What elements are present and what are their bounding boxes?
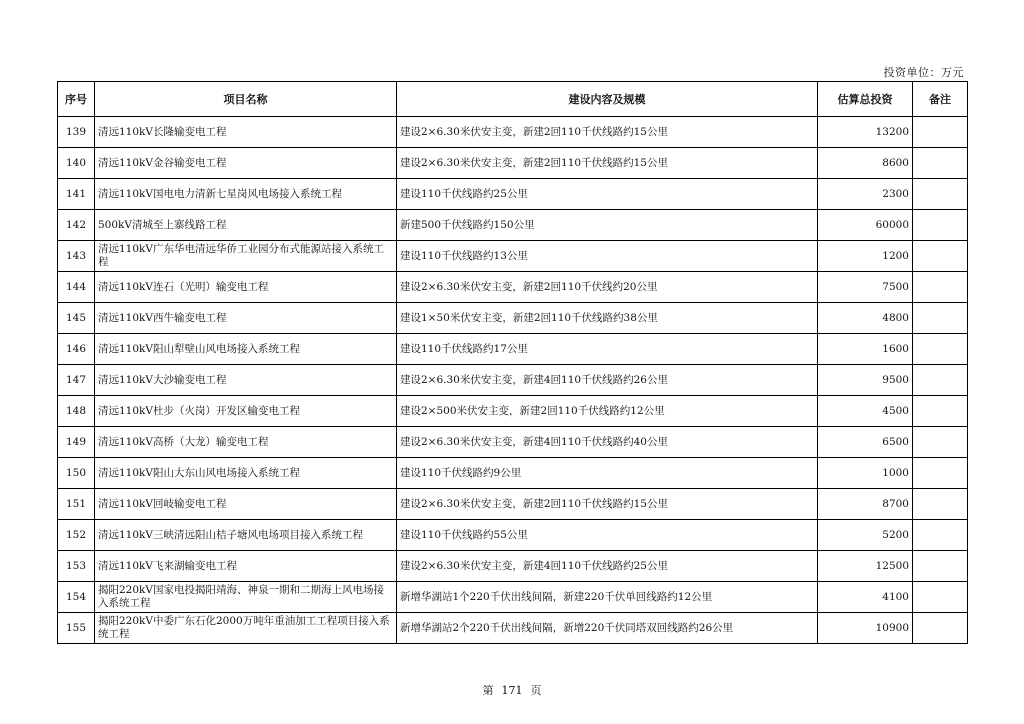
cell-no: 152 xyxy=(58,520,95,551)
header-scope: 建设内容及规模 xyxy=(397,82,818,117)
table-row xyxy=(58,613,968,644)
cell-investment: 4800 xyxy=(818,303,913,334)
table-row xyxy=(58,303,968,334)
table-header-row xyxy=(58,82,968,117)
table-row xyxy=(58,210,968,241)
cell-scope: 建设110千伏线路约13公里 xyxy=(397,241,818,272)
cell-investment: 2300 xyxy=(818,179,913,210)
project-table xyxy=(57,81,968,644)
table-row xyxy=(58,551,968,582)
cell-investment: 13200 xyxy=(818,117,913,148)
cell-remark xyxy=(913,396,968,427)
cell-project-name: 清远110kV金谷输变电工程 xyxy=(95,148,397,179)
cell-no: 148 xyxy=(58,396,95,427)
cell-investment: 10900 xyxy=(818,613,913,644)
cell-no: 141 xyxy=(58,179,95,210)
table-row xyxy=(58,427,968,458)
cell-no: 145 xyxy=(58,303,95,334)
table-row xyxy=(58,272,968,303)
cell-project-name: 清远110kV国电电力清新七星岗风电场接入系统工程 xyxy=(95,179,397,210)
cell-project-name: 清远110kV连石（光明）输变电工程 xyxy=(95,272,397,303)
cell-investment: 5200 xyxy=(818,520,913,551)
cell-no: 149 xyxy=(58,427,95,458)
cell-project-name: 清远110kV阳山犁壁山风电场接入系统工程 xyxy=(95,334,397,365)
cell-investment: 12500 xyxy=(818,551,913,582)
cell-no: 143 xyxy=(58,241,95,272)
cell-remark xyxy=(913,520,968,551)
cell-scope: 建设1×50米伏安主变，新建2回110千伏线路约38公里 xyxy=(397,303,818,334)
cell-scope: 建设110千伏线路约25公里 xyxy=(397,179,818,210)
cell-investment: 8700 xyxy=(818,489,913,520)
cell-scope: 建设110千伏线路约9公里 xyxy=(397,458,818,489)
cell-scope: 建设2×6.30米伏安主变，新建4回110千伏线路约25公里 xyxy=(397,551,818,582)
header-remark: 备注 xyxy=(913,82,968,117)
cell-scope: 新建500千伏线路约150公里 xyxy=(397,210,818,241)
cell-scope: 建设2×500米伏安主变，新建2回110千伏线路约12公里 xyxy=(397,396,818,427)
cell-remark xyxy=(913,551,968,582)
cell-project-name: 500kV清城至上寨线路工程 xyxy=(95,210,397,241)
cell-no: 147 xyxy=(58,365,95,396)
table-row xyxy=(58,117,968,148)
header-no: 序号 xyxy=(58,82,95,117)
cell-investment: 8600 xyxy=(818,148,913,179)
cell-remark xyxy=(913,613,968,644)
cell-investment: 4100 xyxy=(818,582,913,613)
cell-investment: 7500 xyxy=(818,272,913,303)
cell-no: 151 xyxy=(58,489,95,520)
cell-project-name: 清远110kV杜步（火岗）开发区输变电工程 xyxy=(95,396,397,427)
table-row xyxy=(58,148,968,179)
cell-remark xyxy=(913,489,968,520)
cell-project-name: 清远110kV广东华电清远华侨工业园分布式能源站接入系统工程 xyxy=(95,241,397,272)
table-row xyxy=(58,520,968,551)
page-number xyxy=(0,682,1024,698)
investment-unit-label: 投资单位：万元 xyxy=(883,66,964,79)
cell-no: 154 xyxy=(58,582,95,613)
cell-scope: 建设2×6.30米伏安主变，新建2回110千伏线路约15公里 xyxy=(397,148,818,179)
cell-project-name: 清远110kV大沙输变电工程 xyxy=(95,365,397,396)
cell-remark xyxy=(913,179,968,210)
cell-no: 139 xyxy=(58,117,95,148)
table-row xyxy=(58,334,968,365)
table-row xyxy=(58,365,968,396)
cell-project-name: 清远110kV飞来湖输变电工程 xyxy=(95,551,397,582)
table-row xyxy=(58,582,968,613)
cell-scope: 建设2×6.30米伏安主变，新建2回110千伏线路约15公里 xyxy=(397,489,818,520)
cell-no: 155 xyxy=(58,613,95,644)
cell-remark xyxy=(913,334,968,365)
page-suffix: 页 xyxy=(530,684,542,697)
cell-remark xyxy=(913,427,968,458)
cell-remark xyxy=(913,210,968,241)
cell-no: 153 xyxy=(58,551,95,582)
cell-investment: 60000 xyxy=(818,210,913,241)
cell-project-name: 清远110kV回岐输变电工程 xyxy=(95,489,397,520)
cell-no: 142 xyxy=(58,210,95,241)
cell-no: 140 xyxy=(58,148,95,179)
cell-scope: 新增华湖站1个220千伏出线间隔，新建220千伏单回线路约12公里 xyxy=(397,582,818,613)
cell-project-name: 清远110kV高桥（大龙）输变电工程 xyxy=(95,427,397,458)
cell-remark xyxy=(913,117,968,148)
table-row xyxy=(58,241,968,272)
table-row xyxy=(58,489,968,520)
cell-project-name: 揭阳220kV国家电投揭阳靖海、神泉一期和二期海上风电场接入系统工程 xyxy=(95,582,397,613)
cell-remark xyxy=(913,303,968,334)
cell-scope: 新增华湖站2个220千伏出线间隔，新增220千伏同塔双回线路约26公里 xyxy=(397,613,818,644)
cell-remark xyxy=(913,365,968,396)
cell-investment: 1200 xyxy=(818,241,913,272)
cell-project-name: 揭阳220kV中委广东石化2000万吨年重油加工工程项目接入系统工程 xyxy=(95,613,397,644)
table-row xyxy=(58,396,968,427)
cell-no: 144 xyxy=(58,272,95,303)
cell-project-name: 清远110kV西牛输变电工程 xyxy=(95,303,397,334)
page-prefix: 第 xyxy=(482,684,494,697)
cell-no: 150 xyxy=(58,458,95,489)
cell-project-name: 清远110kV长隆输变电工程 xyxy=(95,117,397,148)
cell-scope: 建设2×6.30米伏安主变，新建2回110千伏线路约15公里 xyxy=(397,117,818,148)
cell-investment: 4500 xyxy=(818,396,913,427)
header-name: 项目名称 xyxy=(95,82,397,117)
cell-remark xyxy=(913,241,968,272)
cell-remark xyxy=(913,148,968,179)
table-row xyxy=(58,179,968,210)
cell-project-name: 清远110kV三峡清远阳山桔子塘风电场项目接入系统工程 xyxy=(95,520,397,551)
cell-no: 146 xyxy=(58,334,95,365)
cell-scope: 建设2×6.30米伏安主变，新建2回110千伏线约20公里 xyxy=(397,272,818,303)
cell-scope: 建设110千伏线路约17公里 xyxy=(397,334,818,365)
cell-project-name: 清远110kV阳山大东山风电场接入系统工程 xyxy=(95,458,397,489)
cell-investment: 1600 xyxy=(818,334,913,365)
table-row xyxy=(58,458,968,489)
page-value: 171 xyxy=(501,684,523,697)
cell-investment: 9500 xyxy=(818,365,913,396)
cell-scope: 建设2×6.30米伏安主变，新建4回110千伏线路约26公里 xyxy=(397,365,818,396)
cell-scope: 建设110千伏线路约55公里 xyxy=(397,520,818,551)
cell-remark xyxy=(913,458,968,489)
cell-remark xyxy=(913,272,968,303)
cell-scope: 建设2×6.30米伏安主变，新建4回110千伏线路约40公里 xyxy=(397,427,818,458)
table-body xyxy=(58,117,968,644)
cell-remark xyxy=(913,582,968,613)
cell-investment: 6500 xyxy=(818,427,913,458)
cell-investment: 1000 xyxy=(818,458,913,489)
header-investment: 估算总投资 xyxy=(818,82,913,117)
